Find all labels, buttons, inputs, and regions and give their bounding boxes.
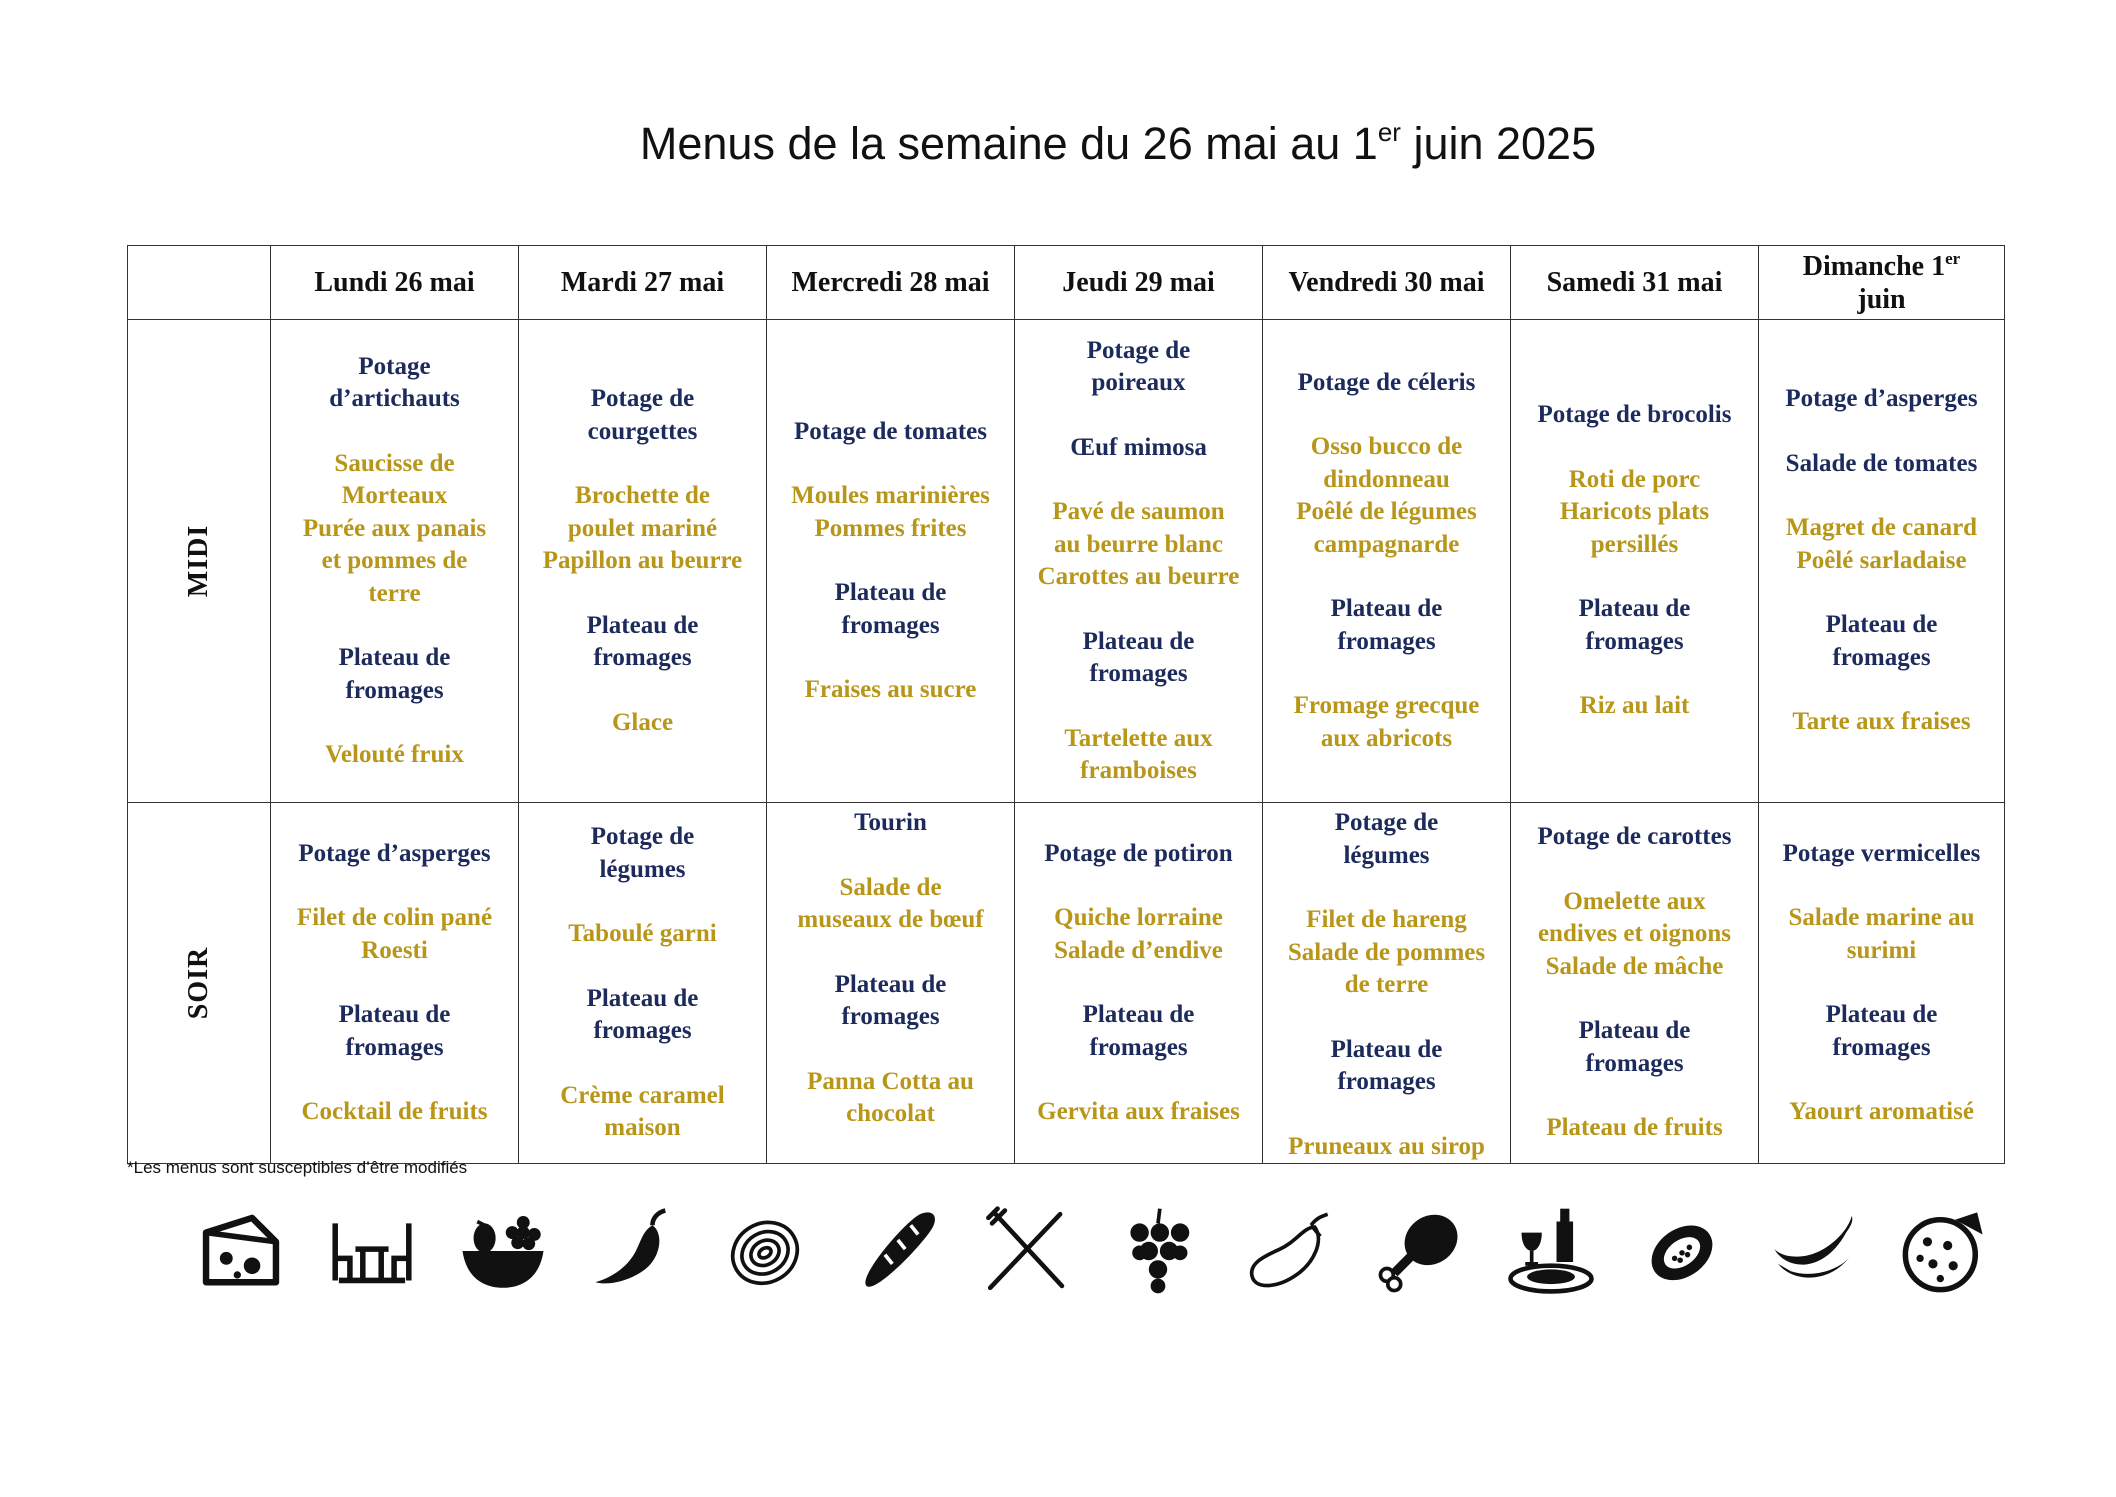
midi-row — [128, 320, 2005, 803]
dish-gap — [767, 448, 1014, 480]
corner-cell — [128, 246, 271, 320]
dish-item: Plateau de fromages — [1825, 611, 1938, 671]
day-header-mercredi: Mercredi 28 mai — [767, 246, 1015, 320]
dish-item: Pruneaux au sirop — [1288, 1132, 1485, 1160]
dish-item: Salade de tomates — [1785, 449, 1978, 477]
dish-item: Potage de céleris — [1297, 368, 1476, 396]
banana-icon — [1767, 1205, 1859, 1297]
header-row — [128, 246, 2005, 320]
dish-gap — [519, 675, 766, 707]
dish-gap — [1759, 416, 2004, 448]
dish-item: Crème caramel maison — [560, 1081, 725, 1142]
menu-cell — [1511, 320, 1759, 803]
dish-gap — [1759, 870, 2004, 902]
dish-item: Potage vermicelles — [1782, 839, 1981, 867]
footnote: *Les menus sont susceptibles d’être modifiés — [127, 1158, 468, 1177]
dish-item: Potage d’asperges — [298, 839, 491, 867]
dish-gap — [1759, 480, 2004, 512]
dish-gap — [519, 578, 766, 610]
dish-item: Plateau de fromages — [1578, 595, 1691, 655]
menu-cell — [1759, 803, 2005, 1164]
menu-cell — [1263, 803, 1511, 1164]
dish-gap — [767, 1034, 1014, 1066]
chicken-leg-icon — [1374, 1205, 1466, 1297]
dish-item: Potage de brocolis — [1537, 401, 1732, 429]
dish-gap — [1263, 561, 1510, 593]
wine-dinner-icon — [1505, 1205, 1597, 1297]
dish-gap — [1511, 854, 1758, 886]
dish-item: Plateau de fromages — [1825, 1001, 1938, 1061]
dish-gap — [519, 886, 766, 918]
menu-cell — [519, 803, 767, 1164]
dish-item: Salade marine au surimi — [1788, 904, 1975, 964]
dish-gap — [519, 448, 766, 480]
dish-item: Salade de museaux de bœuf — [797, 873, 984, 933]
dish-gap — [1263, 1099, 1510, 1131]
dish-gap — [1511, 983, 1758, 1015]
cheese-icon — [195, 1205, 287, 1297]
dish-item: Plateau de fromages — [338, 1001, 451, 1061]
dish-item: Saucisse de Morteaux Purée aux panais et pommes de terre — [302, 449, 487, 607]
dish-item: Fraises au sucre — [804, 676, 977, 703]
dish-gap — [1015, 870, 1262, 902]
dish-gap — [271, 967, 518, 999]
dish-item: Potage d’artichauts — [329, 352, 460, 412]
dish-gap — [1015, 464, 1262, 496]
dish-item: Potage de courgettes — [587, 385, 698, 445]
dish-item: Plateau de fromages — [1330, 1035, 1443, 1095]
day-header-lundi: Lundi 26 mai — [271, 246, 519, 320]
dish-gap — [1511, 432, 1758, 464]
day-header-jeudi: Jeudi 29 mai — [1015, 246, 1263, 320]
day-header-dimanche: Dimanche 1er juin — [1759, 246, 2005, 320]
dish-item: Plateau de fromages — [586, 611, 699, 671]
dish-item: Osso bucco de dindonneau Poêlé de légumes campagnarde — [1296, 433, 1477, 558]
dish-item: Riz au lait — [1579, 692, 1690, 720]
dish-item: Potage de légumes — [1334, 809, 1439, 869]
dish-item: Moules marinières Pommes frites — [791, 482, 990, 542]
dish-item: Brochette de poulet mariné Papillon au beurre — [542, 482, 743, 574]
dish-item: Tourin — [854, 809, 927, 836]
dish-gap — [1015, 1064, 1262, 1096]
dish-gap — [271, 610, 518, 642]
meal-label-midi: MIDI — [128, 320, 271, 803]
dish-gap — [271, 416, 518, 448]
menu-cell — [271, 320, 519, 803]
dish-item: Pavé de saumon au beurre blanc Carottes au beurre — [1037, 498, 1240, 590]
dish-item: Plateau de fromages — [338, 644, 451, 704]
menu-table — [127, 245, 2005, 1164]
dish-gap — [1015, 594, 1262, 626]
dish-item: Cocktail de fruits — [301, 1098, 488, 1125]
dish-item: Plateau de fromages — [1330, 595, 1443, 655]
papaya-icon — [1636, 1205, 1728, 1297]
dish-item: Potage d’asperges — [1785, 385, 1978, 413]
dish-gap — [1759, 967, 2004, 999]
grapes-icon — [1112, 1205, 1204, 1297]
menu-cell — [1015, 803, 1263, 1164]
dish-gap — [1511, 561, 1758, 593]
dish-gap — [767, 642, 1014, 674]
dish-item: Quiche lorraine Salade d’endive — [1054, 904, 1223, 964]
dish-gap — [519, 1048, 766, 1080]
dish-item: Plateau de fromages — [1082, 627, 1195, 687]
dish-gap — [1511, 658, 1758, 690]
eggplant-icon — [1243, 1205, 1335, 1297]
dish-item: Potage de légumes — [590, 823, 695, 883]
dish-item: Glace — [611, 708, 674, 736]
dish-item: Plateau de fromages — [1578, 1017, 1691, 1077]
fruit-bowl-icon — [457, 1205, 549, 1297]
dish-item: Œuf mimosa — [1070, 433, 1207, 461]
dish-item: Plateau de fromages — [834, 970, 947, 1030]
dish-item: Gervita aux fraises — [1037, 1098, 1240, 1125]
dish-item: Tarte aux fraises — [1792, 708, 1971, 736]
menu-cell — [1263, 320, 1511, 803]
meal-label-soir: SOIR — [128, 803, 271, 1164]
dish-item: Plateau de fruits — [1546, 1114, 1723, 1142]
dish-gap — [1263, 399, 1510, 431]
dish-gap — [1511, 1080, 1758, 1112]
menu-cell — [1759, 320, 2005, 803]
dish-gap — [1015, 691, 1262, 723]
page-title: Menus de la semaine du 26 mai au 1er juin 2025 — [639, 117, 1597, 169]
day-header-mardi: Mardi 27 mai — [519, 246, 767, 320]
day-header-samedi: Samedi 31 mai — [1511, 246, 1759, 320]
menu-cell — [767, 803, 1015, 1164]
dish-gap — [1015, 400, 1262, 432]
dish-gap — [1759, 674, 2004, 706]
dish-gap — [1015, 967, 1262, 999]
dish-item: Plateau de fromages — [834, 579, 947, 639]
dish-gap — [271, 1064, 518, 1096]
dish-gap — [1759, 1064, 2004, 1096]
soir-row — [128, 803, 2005, 1164]
dish-gap — [767, 937, 1014, 969]
menu-cell — [767, 320, 1015, 803]
dish-item: Tartelette aux framboises — [1064, 724, 1213, 784]
dish-item: Omelette aux endives et oignons Salade de mâche — [1537, 887, 1732, 980]
dish-item: Magret de canard Poêlé sarladaise — [1785, 514, 1978, 574]
dish-item: Taboulé garni — [568, 920, 717, 948]
dish-gap — [767, 840, 1014, 872]
dish-item: Potage de poireaux — [1086, 336, 1191, 396]
dish-gap — [1263, 658, 1510, 690]
menu-cell — [1015, 320, 1263, 803]
dish-item: Potage de carottes — [1537, 823, 1732, 851]
menu-cell — [271, 803, 519, 1164]
day-header-vendredi: Vendredi 30 mai — [1263, 246, 1511, 320]
dish-item: Filet de colin pané Roesti — [296, 904, 493, 964]
fork-knife-icon — [981, 1205, 1073, 1297]
chili-pepper-icon — [588, 1205, 680, 1297]
dish-item: Panna Cotta au chocolat — [807, 1067, 974, 1127]
menu-cell — [519, 320, 767, 803]
baguette-icon — [850, 1205, 942, 1297]
onion-icon — [719, 1205, 811, 1297]
dish-item: Fromage grecque aux abricots — [1293, 692, 1480, 752]
dish-gap — [519, 951, 766, 983]
dish-gap — [271, 870, 518, 902]
dish-item: Potage de potiron — [1044, 839, 1233, 867]
dish-gap — [1263, 872, 1510, 904]
dish-item: Yaourt aromatisé — [1789, 1098, 1974, 1125]
menu-cell — [1511, 803, 1759, 1164]
dish-item: Roti de porc Haricots plats persillés — [1559, 465, 1710, 558]
dish-item: Plateau de fromages — [1082, 1001, 1195, 1061]
pizza-icon — [1898, 1205, 1990, 1297]
dish-item: Potage de tomates — [794, 417, 987, 445]
dish-gap — [767, 545, 1014, 577]
dish-gap — [271, 707, 518, 739]
dish-gap — [1759, 577, 2004, 609]
dish-item: Velouté fruix — [325, 741, 464, 768]
dining-table-icon — [326, 1205, 418, 1297]
dish-item: Filet de hareng Salade de pommes de terre — [1287, 906, 1486, 998]
dish-item: Plateau de fromages — [586, 984, 699, 1045]
dish-gap — [1263, 1002, 1510, 1034]
